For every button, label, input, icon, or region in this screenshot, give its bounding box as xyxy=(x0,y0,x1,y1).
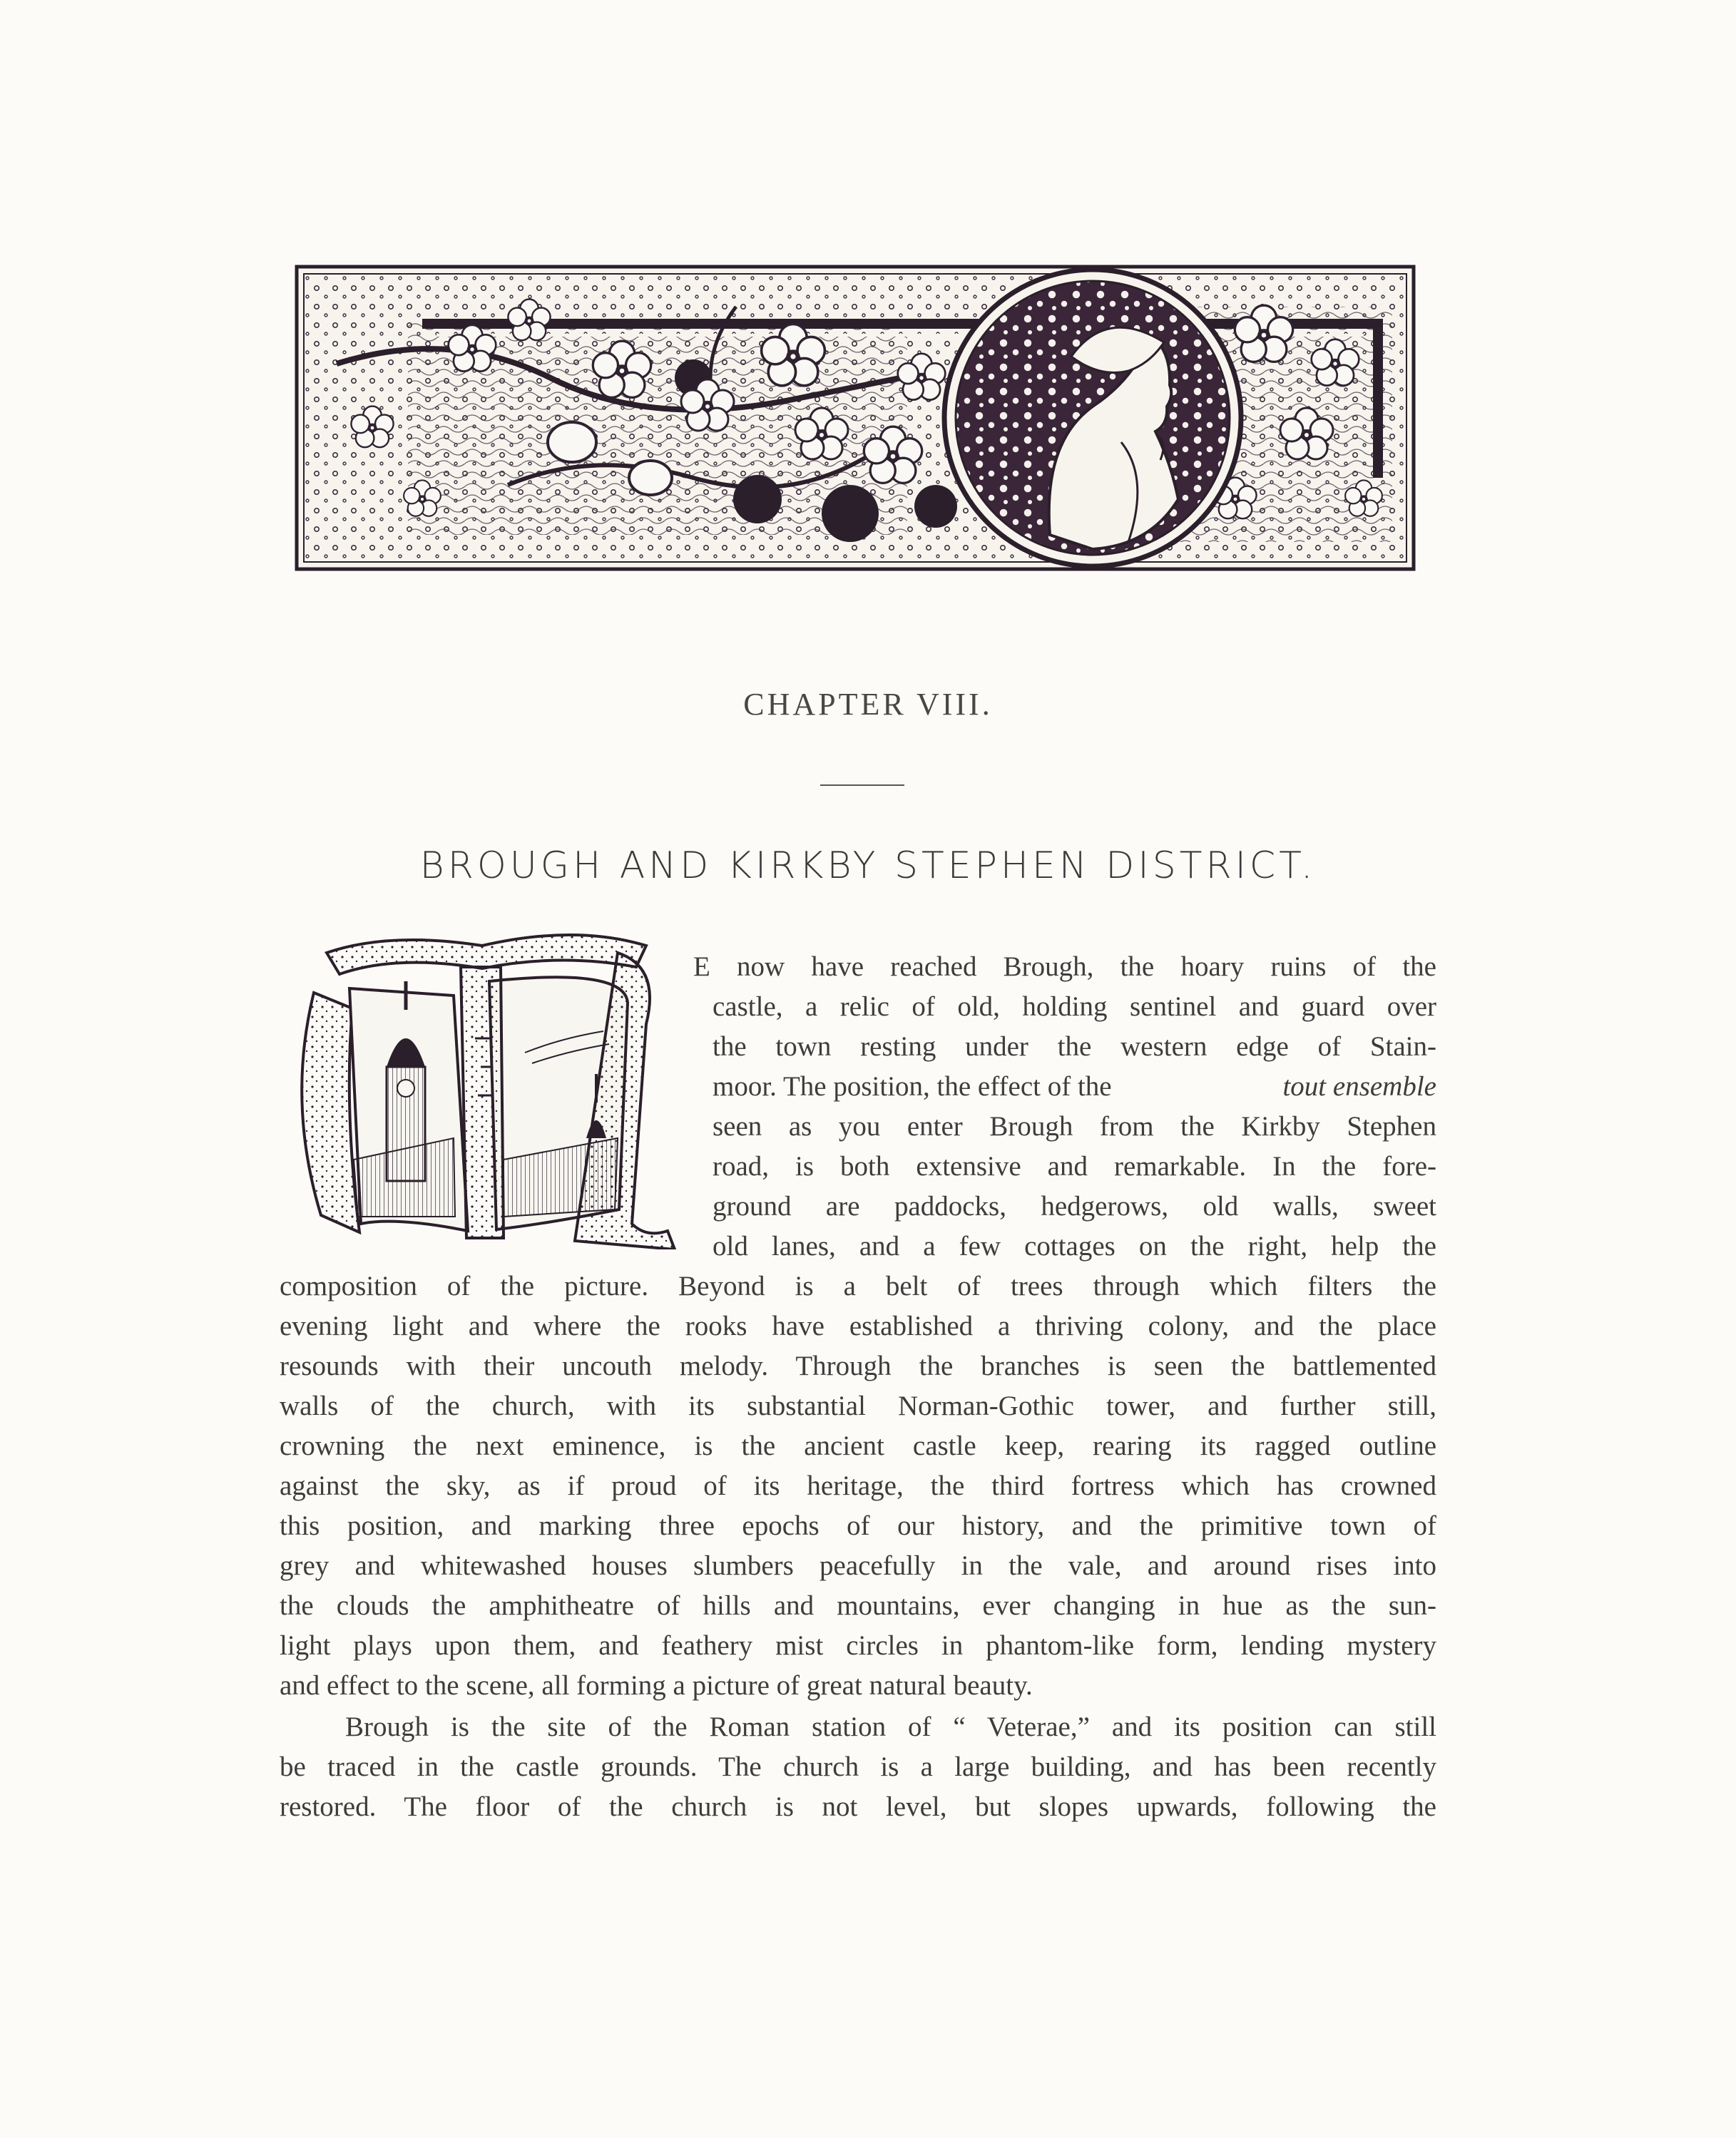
chapter-label: CHAPTER VIII. xyxy=(743,687,993,722)
headpiece-illustration xyxy=(294,264,1416,572)
text-line: be traced in the castle grounds. The church is a large building, and has been recently xyxy=(280,1751,1436,1782)
text-line: old lanes, and a few cottages on the right, help the xyxy=(713,1231,1436,1262)
text-line: walls of the church, with its substantial Norman-Gothic tower, and further still, xyxy=(280,1391,1436,1421)
text-line: composition of the picture. Beyond is a belt of trees through which filters the xyxy=(280,1271,1436,1301)
text-line-segment: moor. The position, the effect of the xyxy=(713,1071,1112,1102)
text-line: ground are paddocks, hedgerows, old walls, sweet xyxy=(713,1191,1436,1222)
text-line: crowning the next eminence, is the ancient castle keep, rearing its ragged outline xyxy=(280,1431,1436,1461)
text-line: resounds with their uncouth melody. Through the branches is seen the battlemented xyxy=(280,1351,1436,1381)
text-line: this position, and marking three epochs of our history, and the primitive town of xyxy=(280,1510,1436,1541)
text-line: restored. The floor of the church is not level, but slopes upwards, following the xyxy=(280,1791,1436,1822)
text-line: grey and whitewashed houses slumbers peacefully in the vale, and around rises into xyxy=(280,1550,1436,1581)
text-line: the town resting under the western edge of Stain- xyxy=(713,1031,1436,1062)
drop-cap-initial-w xyxy=(290,924,679,1249)
text-line: Brough is the site of the Roman station of “ Veterae,” and its position can still xyxy=(345,1712,1436,1742)
text-line: E now have reached Brough, the hoary ruins of the xyxy=(693,951,1436,982)
italic-phrase: tout ensemble xyxy=(1282,1071,1436,1102)
text-line: the clouds the amphitheatre of hills and mountains, ever changing in hue as the sun- xyxy=(280,1590,1436,1621)
chapter-divider xyxy=(820,784,904,786)
text-line: against the sky, as if proud of its heritage, the third fortress which has crowned xyxy=(280,1470,1436,1501)
text-line: evening light and where the rooks have established a thriving colony, and the place xyxy=(280,1311,1436,1341)
text-line: light plays upon them, and feathery mist circles in phantom-like form, lending mystery xyxy=(280,1630,1436,1661)
chapter-title: BROUGH AND KIRKBY STEPHEN DISTRICT. xyxy=(419,844,1317,887)
text-line: and effect to the scene, all forming a picture of great natural beauty. xyxy=(280,1670,1033,1701)
text-line: seen as you enter Brough from the Kirkby Stephen xyxy=(713,1111,1436,1142)
text-line: castle, a relic of old, holding sentinel and guard over xyxy=(713,991,1436,1022)
text-line xyxy=(713,1073,1436,1100)
text-line: road, is both extensive and remarkable. In the fore- xyxy=(713,1151,1436,1182)
